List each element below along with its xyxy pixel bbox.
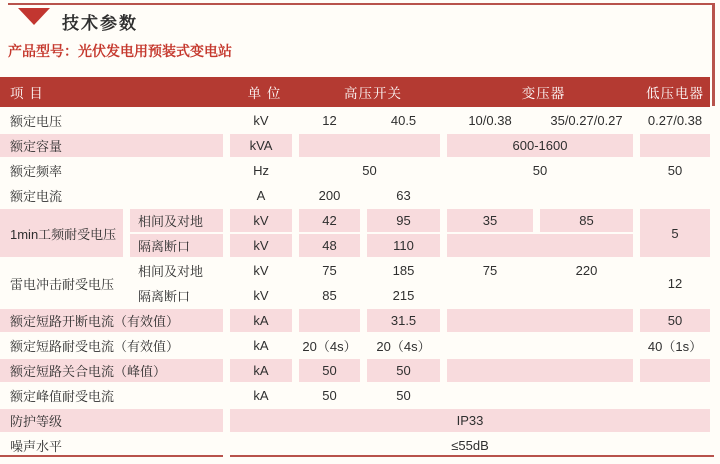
- row-label: 1min工频耐受电压: [0, 207, 130, 257]
- table-cell: Hz: [230, 157, 299, 182]
- table-cell: 48: [299, 232, 367, 257]
- empty-cell: [447, 232, 640, 257]
- table-cell: 200: [299, 182, 367, 207]
- table-row: [0, 382, 710, 407]
- empty-cell: [640, 382, 710, 407]
- table-cell: IP33: [230, 407, 710, 432]
- row-label: 雷电冲击耐受电压: [0, 257, 130, 307]
- empty-cell: [447, 357, 640, 382]
- table-cell: 12: [299, 107, 367, 132]
- row-label: 额定短路开断电流（有效值）: [0, 307, 230, 332]
- triangle-marker-icon: [18, 8, 50, 25]
- table-cell: 50: [447, 157, 640, 182]
- table-cell: 0.27/0.38: [640, 107, 710, 132]
- table-row: [0, 407, 710, 432]
- table-cell: kA: [230, 357, 299, 382]
- table-cell: 35/0.27/0.27: [540, 107, 640, 132]
- table-cell: 85: [540, 207, 640, 232]
- table-row: [0, 132, 710, 157]
- table-cell: 50: [299, 357, 367, 382]
- product-model-line: 产品型号：光伏发电用预装式变电站: [8, 43, 232, 59]
- table-cell: kV: [230, 232, 299, 257]
- table-cell: 95: [367, 207, 447, 232]
- row-label: 防护等级: [0, 407, 230, 432]
- table-cell: 63: [367, 182, 447, 207]
- row-sublabel: 隔离断口: [130, 282, 230, 307]
- empty-cell: [640, 132, 710, 157]
- empty-cell: [299, 132, 447, 157]
- table-cell: kV: [230, 207, 299, 232]
- table-cell: 50: [299, 382, 367, 407]
- table-row: [0, 432, 710, 457]
- table-cell: kV: [230, 107, 299, 132]
- table-cell: A: [230, 182, 299, 207]
- row-label: 额定电流: [0, 182, 230, 207]
- empty-cell: [640, 357, 710, 382]
- empty-cell: [447, 307, 640, 332]
- table-cell: kV: [230, 282, 299, 307]
- empty-cell: [447, 182, 640, 207]
- table-cell: 5: [640, 207, 710, 257]
- col-header-item: 项 目: [0, 77, 230, 107]
- col-header-lv-apparatus: 低压电器: [640, 77, 710, 107]
- empty-cell: [640, 182, 710, 207]
- table-cell: 75: [299, 257, 367, 282]
- table-cell: 20（4s）: [299, 332, 367, 357]
- table-cell: kA: [230, 382, 299, 407]
- table-row: [0, 207, 710, 232]
- table-cell: kA: [230, 307, 299, 332]
- table-cell: 10/0.38: [447, 107, 540, 132]
- table-cell: 50: [299, 157, 447, 182]
- col-header-hv-switch: 高压开关: [299, 77, 447, 107]
- table-cell: 85: [299, 282, 367, 307]
- table-cell: 50: [640, 307, 710, 332]
- table-row: [0, 332, 710, 357]
- table-cell: ≤55dB: [230, 432, 710, 457]
- empty-cell: [299, 307, 367, 332]
- top-rule: [8, 3, 714, 5]
- table-row: [0, 357, 710, 382]
- table-cell: 50: [640, 157, 710, 182]
- table-row: [0, 157, 710, 182]
- table-row: [0, 257, 710, 282]
- empty-cell: [447, 382, 640, 407]
- row-label: 额定频率: [0, 157, 230, 182]
- right-edge-rule: [712, 3, 715, 106]
- table-cell: 31.5: [367, 307, 447, 332]
- table-cell: 75: [447, 257, 540, 282]
- table-cell: 600-1600: [447, 132, 640, 157]
- row-sublabel: 相间及对地: [130, 257, 230, 282]
- row-label: 额定短路耐受电流（有效值）: [0, 332, 230, 357]
- table-cell: 50: [367, 382, 447, 407]
- empty-cell: [447, 282, 640, 307]
- table-cell: 12: [640, 257, 710, 307]
- bottom-rule-right: [230, 455, 714, 457]
- table-cell: 220: [540, 257, 640, 282]
- table-row: [0, 307, 710, 332]
- table-cell: 185: [367, 257, 447, 282]
- row-label: 额定峰值耐受电流: [0, 382, 230, 407]
- row-label: 额定短路关合电流（峰值）: [0, 357, 230, 382]
- table-header-row: [0, 77, 710, 107]
- table-cell: kVA: [230, 132, 299, 157]
- table-cell: 110: [367, 232, 447, 257]
- row-label: 额定电压: [0, 107, 230, 132]
- row-label: 额定容量: [0, 132, 230, 157]
- table-cell: kV: [230, 257, 299, 282]
- row-sublabel: 隔离断口: [130, 232, 230, 257]
- table-cell: 50: [367, 357, 447, 382]
- table-cell: kA: [230, 332, 299, 357]
- table-row: [0, 107, 710, 132]
- row-label: 噪声水平: [0, 432, 230, 457]
- empty-cell: [447, 332, 640, 357]
- section-title: 技术参数: [62, 14, 138, 33]
- table-cell: 42: [299, 207, 367, 232]
- bottom-rule-left: [0, 455, 223, 457]
- table-cell: 40（1s）: [640, 332, 710, 357]
- table-cell: 35: [447, 207, 540, 232]
- table-row: [0, 182, 710, 207]
- col-header-unit: 单 位: [230, 77, 299, 107]
- technical-parameters-table: [0, 77, 710, 457]
- table-cell: 20（4s）: [367, 332, 447, 357]
- table-cell: 215: [367, 282, 447, 307]
- table-cell: 40.5: [367, 107, 447, 132]
- col-header-transformer: 变压器: [447, 77, 640, 107]
- row-sublabel: 相间及对地: [130, 207, 230, 232]
